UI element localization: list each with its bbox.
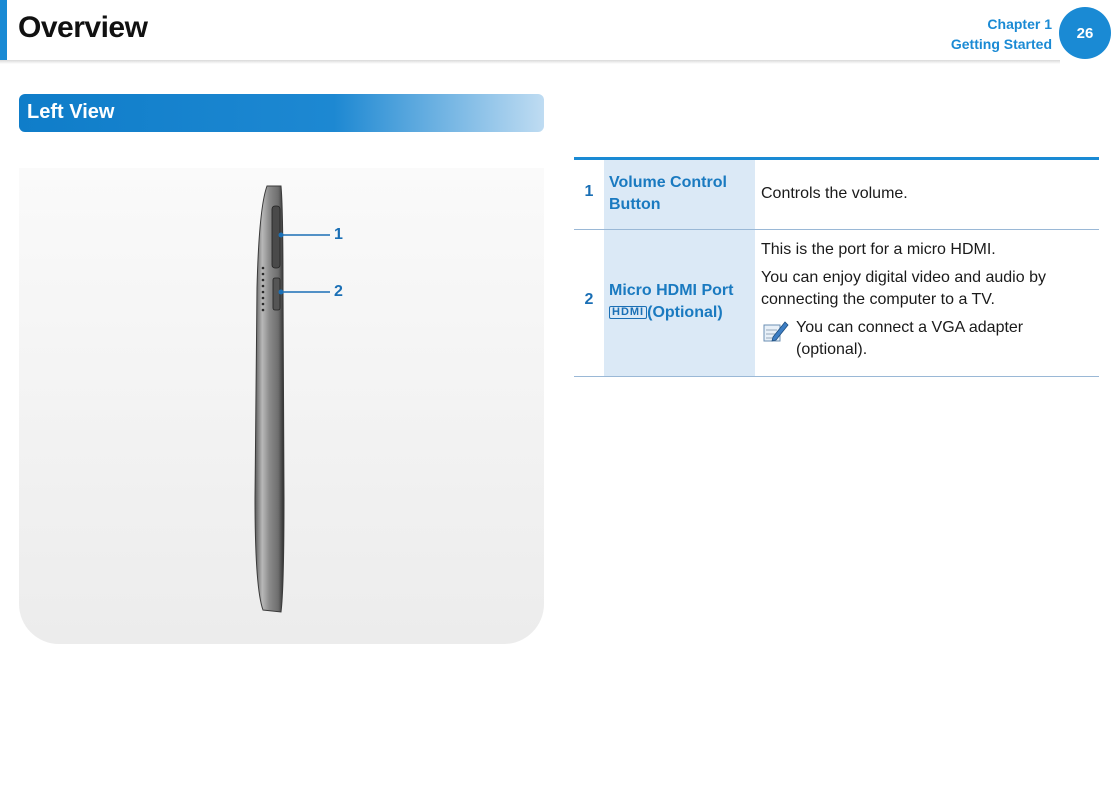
row-name-suffix: (Optional) xyxy=(647,304,723,321)
callout-dot-1 xyxy=(279,233,284,238)
description-line: connecting the computer to a TV. xyxy=(761,291,995,308)
section-title: Left View xyxy=(27,101,115,123)
row-name-line: Volume Control xyxy=(609,174,727,191)
row-number: 2 xyxy=(584,291,594,308)
note-line: (optional). xyxy=(796,341,868,358)
callout-dot-2 xyxy=(279,290,284,295)
device-illustration xyxy=(19,168,544,644)
row-description: Controls the volume. xyxy=(761,185,908,202)
device-left-view-figure xyxy=(19,168,544,644)
hdmi-port-shape xyxy=(273,278,280,310)
row-name-line: Button xyxy=(609,196,661,213)
table-row xyxy=(574,230,1099,377)
section-heading-bar xyxy=(19,94,544,132)
description-line: This is the port for a micro HDMI. xyxy=(761,241,996,258)
hdmi-logo-icon: HDMI xyxy=(609,306,647,319)
table-row xyxy=(574,160,1099,230)
row-name-cell xyxy=(604,230,755,376)
note-line: You can connect a VGA adapter xyxy=(796,319,1024,336)
callout-label-2: 2 xyxy=(334,283,343,300)
callout-label-1: 1 xyxy=(334,226,343,243)
chapter-label: Chapter 1 xyxy=(987,16,1052,32)
row-name xyxy=(609,172,727,216)
page-title: Overview xyxy=(18,11,148,44)
note-pencil-icon xyxy=(761,319,789,345)
chapter-name: Getting Started xyxy=(950,36,1052,52)
row-name-line: Micro HDMI Port xyxy=(609,282,734,299)
header-accent-bar xyxy=(0,0,7,60)
chapter-info xyxy=(951,14,1052,54)
row-name xyxy=(609,280,733,324)
description-line: You can enjoy digital video and audio by xyxy=(761,269,1046,286)
header-divider xyxy=(0,60,1060,64)
note-block xyxy=(761,317,1099,361)
row-description xyxy=(761,239,1099,361)
volume-button-shape xyxy=(272,206,280,268)
row-name-cell xyxy=(604,160,755,229)
row-name-line xyxy=(609,302,733,324)
row-number: 1 xyxy=(584,183,594,200)
page-number-badge: 26 xyxy=(1059,7,1111,59)
